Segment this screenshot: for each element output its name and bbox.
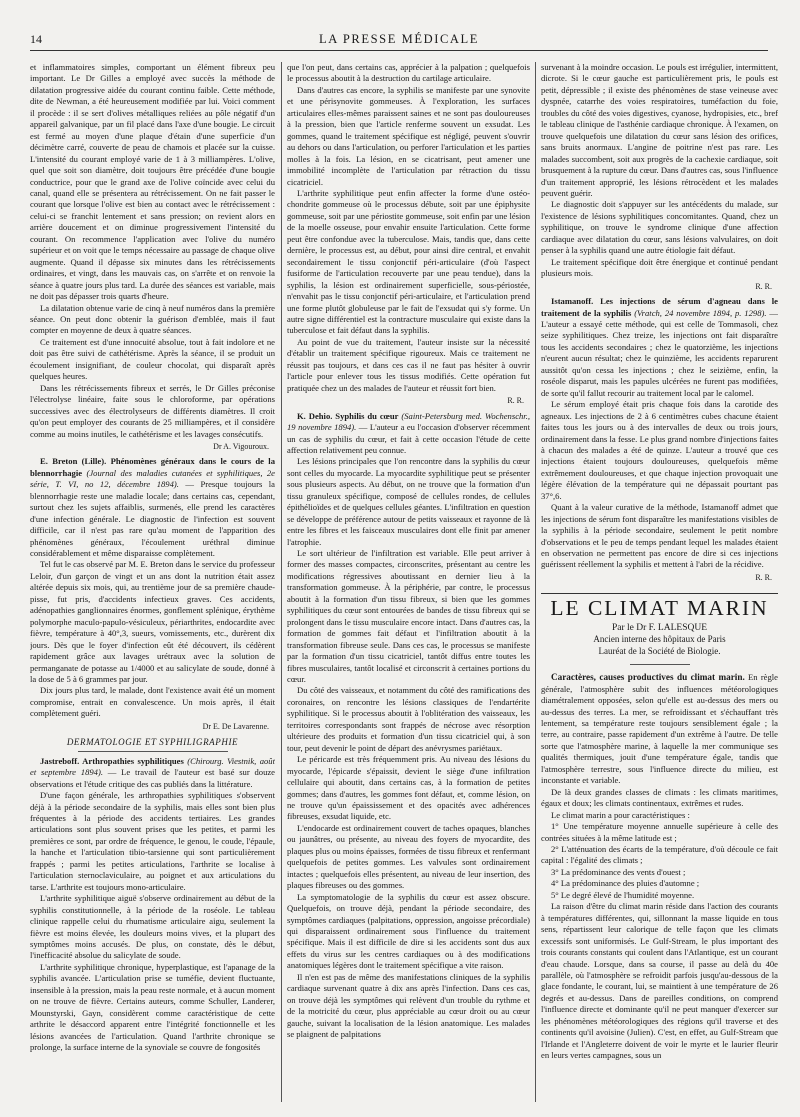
- article-jastreboff: [30, 756, 275, 790]
- article-text: — Le travail de l'auteur est basé sur douze observations et l'étude critique des cas publiés dans la littérature.: [30, 767, 275, 789]
- paragraph: D'une façon générale, les arthropathies syphilitiques s'observent déjà à la période secondaire de la syphilis, mais elles sont bien plus fréquentes à la période des accidents tertiaires. Les grandes articulations sont plus souvent prises que les petites, et parmi les premières ce sont, par ordre de fréquence, le genou, le coude, l'épaule, la hanche et l'articulation tibio-tarsienne qui sont particulièrement frappés ; parmi les petites articulations, l'arthrite se localise à l'articulation sternoclaviculaire, au poignet et aux articulations du tarse. L'arthrite est toujours mono-articulaire.: [30, 790, 275, 892]
- column-1: [30, 62, 275, 1104]
- list-item: 3° La prédominance des vents d'ouest ;: [551, 866, 686, 877]
- paragraph: Dans les rétrécissements fibreux et serrés, le Dr Gilles préconise l'électrolyse linéaire, faite sous le chloroforme, par opérations successives avec des électrolyseurs de différents diamètres. Il croit qu'on peut employer des courants de 25 milliampères, et il considère comme au moins inutiles, le cathétérisme et les lavages consécutifs.: [30, 382, 275, 439]
- article-heading: K. Dehio. Syphilis du cœur: [297, 410, 399, 421]
- article-text: — L'auteur a eu l'occasion d'observer récemment un cas de syphilis du cœur, et fait à cette occasion l'étude de cette affection relativement peu connue.: [287, 422, 530, 455]
- author-affiliation: Ancien interne des hôpitaux de Paris: [593, 634, 726, 645]
- article-text: — L'auteur a essayé cette méthode, qui est celle de Tommasoli, chez seize syphilitiques. Chez treize, les injections ont fait disparaître tous les accidents secondaires ; chez le quatorzième, les injections n'eurent aucun résultat; chez le quinzième, les accidents reparurent aussitôt qu'on cessa les injections ; chez le seizième, enfin, la roséole disparut, mais les papules ulcérées ne furent pas modifiées, de sorte qu'il fallut recourir au traitement local par le calomel.: [541, 307, 778, 398]
- article-breton: [30, 456, 275, 559]
- article-dehio: [287, 411, 530, 457]
- feature-intro: [541, 672, 778, 787]
- list-item: 2° L'atténuation des écarts de la température, d'où découle ce fait capital : l'égalité des climats ;: [541, 844, 778, 866]
- paragraph: La symptomatologie de la syphilis du cœur est assez obscure. Quelquefois, on trouve déjà, pendant la période secondaire, des symptômes cardiaques (palpitations, oppression, angoisse précordiale) qui disparaissent ordinairement sous l'influence du traitement spécifique. Mais il est difficile de dire si les accidents sont dus aux effets du virus sur les centres cardiaques ou à des modifications anatomiques légères dont le traitement spécifique a vite raison.: [287, 891, 530, 971]
- list-item: 1° Une température moyenne annuelle supérieure à celle des contrées situées à la même latitude est ;: [541, 821, 778, 843]
- paragraph-text: En règle générale, l'atmosphère subit des influences météorologiques diamétralement opposées, selon qu'elle est au-dessus des mers ou au-dessus des terres. La mer, se refroidissant et s'échauffant très lentement, sa température reste toujours sensiblement égale ; la terre, au contraire, passe rapidement d'un extrême à l'autre. De telle sorte que l'atmosphère marine, à laquelle la mer communique ses qualités thermiques, jouit d'une température égale, tandis que l'atmosphère terrestre, sous l'influence directe du milieu, est inconstante et variable.: [541, 672, 778, 786]
- list-item: 4° La prédominance des pluies d'automne ;: [551, 878, 700, 889]
- paragraph: La raison d'être du climat marin réside dans l'action des courants à températures différentes, qui, sillonnant la masse liquide en tous sens, répartissent leur calorique de telle façon que les climats excessifs sont uniformisés. Le Gulf-Stream, le plus important des trois courants constants qui coulent dans l'Atlantique, est un courant d'eau chaude. Lorsque, dans sa course, il passe au delà du 40e parallèle, où l'atmosphère se refroidit parfois jusqu'au-dessous de la glace fondante, le courant, lui, se maintient à une température de 26 degrés et au-dessus. Dans de pareilles conditions, on comprend l'influence directe et dominante qu'il ne peut manquer d'exercer sur les phénomènes météorologiques des régions qu'il traverse et des continents qu'il avoisine (Julien). C'est, en effet, au Gulf-Stream que l'Irlande et l'Angleterre doivent de voir le myrte et le laurier fleurir en leurs vertes campagnes, sous un: [541, 901, 778, 1061]
- paragraph: Au point de vue du traitement, l'auteur insiste sur la nécessité d'établir un traitement spécifique rigoureux. Mais ce traitement ne réussit pas toujours, et dans ces cas il ne faut pas hésiter à ouvrir l'article pour enlever tous les tissus modifiés. Cette opération fut pratiquée chez un des malades de l'auteur et réussit fort bien.: [287, 336, 530, 393]
- paragraph: L'arthrite syphilitique peut enfin affecter la forme d'une ostéo-chondrite gommeuse où le processus débute, soit par une épiphysite gommeuse, soit par une périostite gommeuse, soit enfin par une lésion de la moelle osseuse, pour envahir ensuite l'articulation. Cette forme peut être confondue avec la tuberculose. Mais, tandis que, dans cette dernière, le processus est, au début, pour ainsi dire central, et envahit secondairement le tissu conjonctif péri-articulaire (d'où l'aspect fusiforme de l'articulation recouverte par une peau tendue), dans la syphilis, la lésion est ordinairement superficielle, sous-périostée, n'envahit pas le tissu conjonctif péri-articulaire, et l'articulation prend une forme plutôt globuleuse par le fait de l'exsudat qui s'y forme. Un autre signe différentiel est la contracture musculaire qui existe dans la tuberculose et fait défaut dans la syphilis.: [287, 187, 530, 336]
- column-separator: [535, 62, 536, 1102]
- paragraph: Le sérum employé était pris chaque fois dans la carotide des agneaux. Les injections de 2 à 6 centimètres cubes chacune étaient faites tous les jours ou à des intervalles de deux ou trois jours, ordinairement dans la fesse. Le plus grand nombre d'injections faites à chacun des malades a été de quinze. L'auteur a trouvé que ces injections étaient toujours douloureuses, quelquefois même extrêmement douloureuses, et que chaque injection provoquait une légère élévation de la température qui ne dépassait pourtant pas 37°,6.: [541, 399, 778, 501]
- article-reference: (Vratch, 24 novembre 1894, p. 1298).: [634, 307, 767, 318]
- paragraph: Dans d'autres cas encore, la syphilis se manifeste par une synovite et une périsynovite gommeuses. À l'exploration, les surfaces articulaires elles-mêmes paraissent saines et ne sont pas douloureuses à la pression, bien que l'article renferme souvent un exsudat. Les gommes, quand le traitement spécifique est négligé, peuvent s'ouvrir au dehors ou dans l'articulation, ou perforer l'articulation et les parties molles à la fois. La lésion, en se cicatrisant, peut amener une immobilité incomplète de l'articulation par rétraction du tissu cicatriciel.: [287, 84, 530, 187]
- paragraph: Du côté des vaisseaux, et notamment du côté des ramifications des coronaires, on rencontre les lésions classiques de l'endartérite syphilitique. Si le processus aboutit à l'oblitération des vaisseaux, les territoires correspondants sont frappés de nécrose avec résorption ultérieure des produits et formation d'un tissu cicatriciel qui, à son tour, peut devenir le point de départ des anévrysmes pariétaux.: [287, 685, 530, 753]
- page-header: [30, 32, 768, 50]
- article-text: — Presque toujours la blennorrhagie reste une maladie locale; dans certains cas, cependant, surtout chez les sujets affaiblis, surmenés, elle prend les caractères d'une infection générale. Le diagnostic de l'infection est souvent difficile, car il n'est pas rare qu'au moment de l'apparition des phénomènes généraux, l'écoulement uréthral diminue considérablement et même disparaisse complètement.: [30, 479, 275, 559]
- paragraph: Ce traitement est d'une innocuité absolue, tout à fait indolore et ne doit pas être suivi de cathétérisme. Après la séance, il se produit un écoulement insignifiant, de couleur chocolat, qui disparaît après quelques heures.: [30, 336, 275, 382]
- paragraph: et inflammatoires simples, comportant un élément fibreux peu important. Le Dr Gilles a employé avec succès la méthode de dilatation progressive aidée du courant continu faible. Cette méthode, dite de Newman, a été heureusement modifiée par lui. Voici comment il procède : il se sert d'olives métalliques reliées au pôle négatif d'un appareil galvanique, par un fil placé dans l'axe d'une bougie. Le circuit est fermé au moyen d'une plaque d'étain d'une superficie d'un décimètre carré, couverte de peau de chamois et placée sur la cuisse. L'intensité du courant employé varie de 1 à 3 milliampères. L'olive, quel que soit son diamètre, doit toujours être précédée d'une bougie conductrice, pour que le grand axe de l'olive coïncide avec celui du canal, quand elle se présentera au rétrécissement. On ne fait passer le courant que lorsque l'olive est bien au contact avec le rétrécissement : celui-ci se franchit lentement et sans pression; on revient alors en arrière doucement et on diminue progressivement l'intensité du courant. On recommence l'application avec l'olive du numéro supérieur et on voit que le temps nécessaire au passage de chaque olive augmente. Quand il dépasse six minutes dans les rétrécissements ordinaires, et vingt, dans les mauvais cas, on s'arrête et on renvoie la séance à quatre jours plus tard. La durée des séances est variable, mais ne doit pas dépasser trois quarts d'heure.: [30, 62, 275, 302]
- journal-title: LA PRESSE MÉDICALE: [318, 32, 480, 46]
- paragraph: Le sort ultérieur de l'infiltration est variable. Elle peut arriver à former des masses compactes, circonscrites, présentant au centre les modifications régressives aboutissant en dernier lieu à la transformation gommeuse. À la périphérie, par contre, le processus aboutit à la formation d'un tissu fibreux, si bien que les gommes syphilitiques du cœur sont entourées de bandes de tissu fibreux qui se prolongent dans le tissu musculaire encore intact. Dans d'autres cas, la formation de gommes fait défaut et l'infiltration aboutit à la transformation fibreuse seule. Dans ces cas, le processus se manifeste par la formation d'un tissu cicatriciel, tantôt diffus entre toutes les fibres musculaires, tantôt localisé et circonscrit à certaines portions du cœur.: [287, 548, 530, 685]
- paragraph: Les lésions principales que l'on rencontre dans la syphilis du cœur sont celles du myocarde. La myocardite syphilitique peut se présenter sous plusieurs aspects. Au début, on ne trouve que la formation d'un tissu granuleux spécifique, composé de cellules rondes, de cellules épithélioïdes et de quelques cellules géantes. L'infiltration en question se développe de préférence autour de petits vaisseaux et rayonne de là entre les fibres et les faisceaux musculaires dont elle finit par amener l'atrophie.: [287, 456, 530, 547]
- author-signature: R. R.: [507, 396, 524, 406]
- column-2: [287, 62, 530, 1104]
- author-signature: Dr A. Vigouroux.: [213, 441, 269, 451]
- author-signature: R. R.: [755, 572, 772, 582]
- column-separator: [281, 62, 282, 1102]
- section-subheading: Caractères, causes productives du climat marin.: [551, 672, 745, 683]
- header-rule: [30, 50, 768, 51]
- author-signature: Dr E. De Lavarenne.: [202, 721, 269, 731]
- rubric-rule: [78, 751, 228, 752]
- column-3: [541, 62, 778, 1104]
- paragraph: que l'on peut, dans certains cas, apprécier à la palpation ; quelquefois le processus aboutit à la destruction du cartilage articulaire.: [287, 62, 530, 84]
- list-item: 5° Le degré élevé de l'humidité moyenne.: [551, 889, 695, 900]
- paragraph: Le diagnostic doit s'appuyer sur les antécédents du malade, sur l'existence de lésions syphilitiques concomitantes. Quand, chez un syphilitique, on trouve le syndrome clinique d'une affection cardiaque avec dilatation du cœur, sans lésions valvulaires, on doit penser à la syphilis quand une autre étiologie fait défaut.: [541, 199, 778, 256]
- paragraph: Le traitement spécifique doit être énergique et continué pendant plusieurs mois.: [541, 256, 778, 279]
- paragraph: La dilatation obtenue varie de cinq à neuf numéros dans la première séance. On peut donc obtenir la guérison d'emblée, mais il faut compter en moyenne de deux à quatre séances.: [30, 302, 275, 336]
- paragraph: Le péricarde est très fréquemment pris. Au niveau des lésions du myocarde, l'épicarde s'épaissit, devient le siège d'une infiltration cellulaire qui aboutit, dans certains cas, à la formation de petites gommes; dans d'autres, les gommes font défaut, et, comme lésion, on ne trouve qu'un épaississement et des opacités avec adhérences fibreuses, exsudat liquide, etc.: [287, 754, 530, 822]
- paragraph: L'endocarde est ordinairement couvert de taches opaques, blanches ou jaunâtres, ou présente, au niveau des foyers de myocardite, des plaques plus ou moins épaisses, formées de tissu fibreux et renfermant quelquefois de petites gommes. Les valvules sont ordinairement intactes ; quelquefois elles présentent, au niveau de leur insertion, des plaques fibreuses ou des gommes.: [287, 822, 530, 891]
- paragraph: Quant à la valeur curative de la méthode, Istamanoff admet que les injections de sérum font disparaître les manifestations visibles de la syphilis à la période secondaire, seulement le petit nombre d'observations et le peu de temps pendant lequel les malades étaient en observation ne permettent pas encore de dire si ces injections guérissent réellement la syphilis et mettent à l'abri de la récidive.: [541, 502, 778, 570]
- feature-title: LE CLIMAT MARIN: [550, 596, 769, 621]
- article-heading: Istamanoff. Les injections de sérum d'agneau dans le traitement de la syphilis: [541, 296, 778, 318]
- paragraph: De là deux grandes classes de climats : les climats maritimes, égaux et doux; les climats continentaux, extrêmes et rudes.: [541, 786, 778, 809]
- feature-rule: [541, 593, 778, 594]
- page-number: 14: [30, 32, 42, 46]
- paragraph: L'arthrite syphilitique aiguë s'observe ordinairement au début de la syphilis constitutionnelle, à la période de la roséole. Le tableau clinique rappelle celui du rhumatisme articulaire aigu, seulement la fièvre est moins élevée, les douleurs moins vives, et la plupart des symptômes moins accusés. De plus, on constate, dès le début, l'inefficacité absolue du salicylate de soude.: [30, 893, 275, 961]
- byline-rule: [630, 664, 690, 665]
- article-reference: (Saint-Petersburg med. Wochenschr., 19 novembre 1894).: [287, 410, 530, 433]
- paragraph: survenant à la moindre occasion. Le pouls est irrégulier, intermittent, dicrote. Si le cœur gauche est particulièrement pris, le pouls est petit, dépressible ; il existe des phénomènes de stase veineuse avec dyspnée, catarrhe des voies respiratoires, tuméfaction du foie, troubles du côté des voies digestives, cyanose, hydropisies, etc., bref le tableau clinique de l'asthénie cardiaque chronique. À l'examen, on trouve quelquefois une dilatation du cœur sans lésion des orifices, sans bruits anormaux. L'angine de poitrine n'est pas rare. Les malades succombent, soit aux progrès de la cachexie cardiaque, soit brusquement à la rupture du cœur. Dans d'autres cas, sous l'influence d'un traitement approprié, les lésions rétrocèdent et les malades peuvent guérir.: [541, 62, 778, 198]
- feature-byline: Par le Dr F. LALESQUE: [611, 622, 708, 633]
- section-rubric: DERMATOLOGIE ET SYPHILIGRAPHIE: [66, 737, 239, 748]
- paragraph: Tel fut le cas observé par M. E. Breton dans le service du professeur Leloir, d'un garçon de vingt et un ans dont la nutrition était assez altérée depuis six mois, qui, au trentième jour de sa première chaude-pisse, fut pris, d'accidents infectieux graves. Ces accidents, adénopathies ganglionnaires énormes, gonflement splénique, érythème polymorphe maculo-papulo-vésiculeux, périarthrites, endocardite avec fièvre, température à 40°,3, sueurs, vomissements, etc., durèrent dix jours. Dès que le foyer d'infection eût été découvert, ils cédèrent rapidement grâce aux lavages urétraux avec la solution de permanganate de potasse au 1/4000 et au salicylate de soude, donné à la dose de 5 à 6 grammes par jour.: [30, 559, 275, 685]
- article-reference: (Journal des maladies cutanées et syphilitiques, 2e série, T. VI, no 12, décembre 1894).: [30, 467, 275, 490]
- paragraph: Dix jours plus tard, le malade, dont l'existence avait été un moment compromise, entrait en convalescence. Un mois après, il était complètement guéri.: [30, 685, 275, 719]
- author-signature: R. R.: [755, 281, 772, 291]
- author-affiliation: Lauréat de la Société de Biologie.: [598, 645, 721, 656]
- paragraph: Il n'en est pas de même des manifestations cliniques de la syphilis cardiaque survenant quatre à dix ans après l'infection. Dans ces cas, on trouve déjà les symptômes qui relèvent d'un trouble du rythme et de la motricité du cœur, plus appréciable au cœur droit ou au cœur gauche, suivant la localisation de la lésion anatomique. Les malades se plaignent de palpitations: [287, 971, 530, 1040]
- article-istamanoff: [541, 296, 778, 399]
- article-heading: E. Breton (Lille). Phénomènes généraux dans le cours de la blennorrhagie: [30, 456, 275, 478]
- article-heading: Jastreboff. Arthropathies syphilitiques: [40, 755, 184, 766]
- paragraph: Le climat marin a pour caractéristiques :: [551, 809, 690, 820]
- article-reference: (Chirourg. Viestnik, août et septembre 1894).: [30, 755, 275, 778]
- paragraph: L'arthrite syphilitique chronique, hyperplastique, est l'apanage de la syphilis avancée. L'articulation prise se tuméfie, devient fluctuante, insensible à la pression, mais la peau reste normale, et à aucun moment on ne trouve de fièvre. Certains auteurs, comme Schuller, Landerer, Mounstyrski, Gayn, considèrent comme caractéristique de cette arthrite le désaccord apparent entre l'intégrité fonctionnelle et les lésions avancées de l'articulation. Quand l'arthrite chronique se prolonge, la surface interne de la synoviale se couvre de fongosités: [30, 961, 275, 1053]
